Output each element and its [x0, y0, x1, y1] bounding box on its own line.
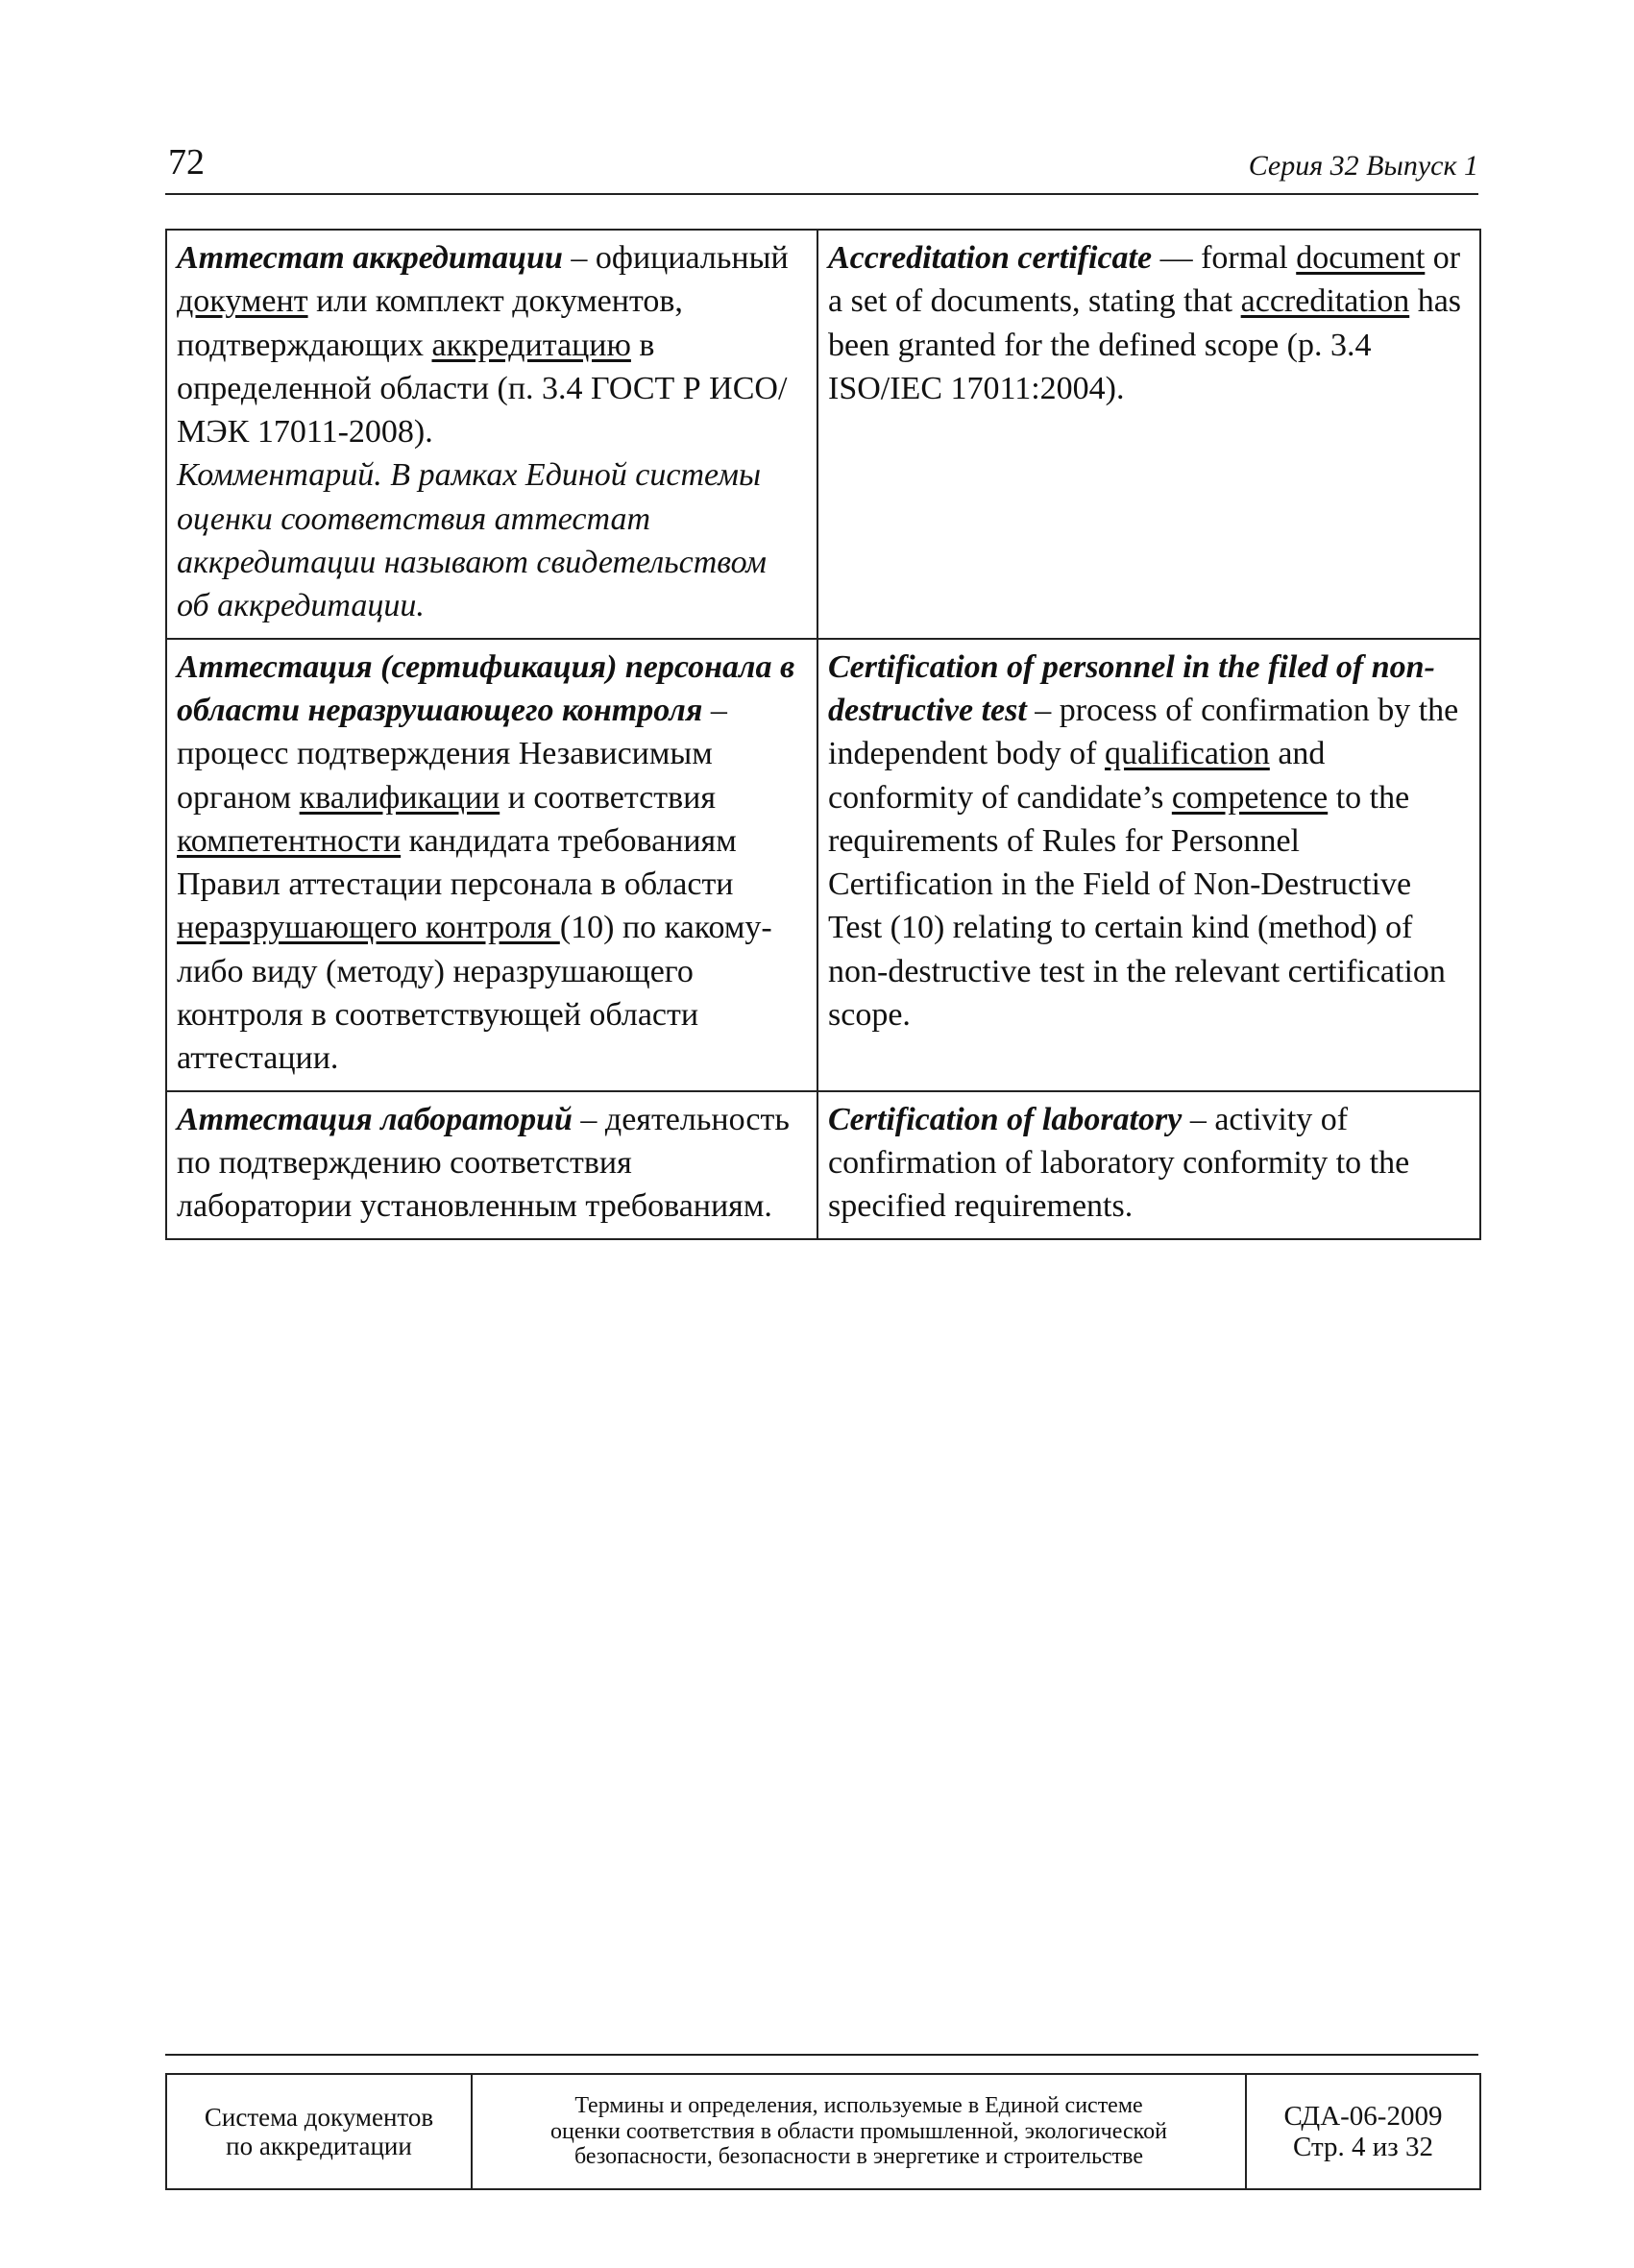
- definition-text: — formal: [1152, 240, 1297, 276]
- footer-system-line: Система документов: [204, 2102, 434, 2132]
- definition-text: – официальный: [562, 240, 789, 276]
- definition-text: – process of confirmation by the independent body of: [828, 692, 1459, 772]
- term-ru: Аттестация (сертификация) персонала в области неразрушающего контроля: [177, 648, 795, 728]
- table-row: [166, 230, 1480, 639]
- footer-title-line: оценки соответствия в области промышленной, экологической: [550, 2118, 1167, 2144]
- definition-text: в определенной области (п. 3.4 ГОСТ Р ИСО/МЭК 17011-2008).: [177, 327, 788, 451]
- definition-text: to the requirements of Rules for Personnel Certification in the Field of Non-Destructive Test (10) relating to certain kind (method) of non-destructive test in the relevant certification scope.: [828, 779, 1446, 1034]
- definition-text: and conformity of candidate’s: [828, 736, 1326, 816]
- term-ru-cell: [166, 230, 817, 639]
- header-divider: [165, 193, 1478, 195]
- footer-title-cell: [472, 2074, 1246, 2189]
- definition-text: и соответствия: [500, 779, 716, 816]
- document-code: СДА-06-2009: [1283, 2100, 1443, 2132]
- linked-term: документ: [177, 283, 308, 320]
- series-title: Серия 32 Выпуск 1: [1248, 150, 1478, 182]
- linked-term: аккредитацию: [431, 327, 631, 363]
- footer-table: [165, 2073, 1481, 2190]
- term-ru-cell: [166, 639, 817, 1091]
- term-ru: Аттестат аккредитации: [177, 240, 563, 276]
- comment-text: Комментарий. В рамках Единой системы оценки соответствия аттестат аккредитации называют свидетельством об аккредитации.: [177, 457, 767, 624]
- definition-text: – activity of confirmation of laboratory conformity to the specified requirements.: [828, 1101, 1410, 1225]
- definition-text: – деятельность по подтверждению соответствия лаборатории установленным требованиям.: [177, 1101, 790, 1225]
- term-ru: Аттестация лабораторий: [177, 1101, 573, 1137]
- term-ru-cell: [166, 1091, 817, 1239]
- linked-term: accreditation: [1240, 283, 1410, 320]
- linked-term: квалификации: [299, 779, 500, 816]
- footer-row: [166, 2074, 1480, 2189]
- definition-text: кандидата требованиям Правил аттестации персонала в области: [177, 822, 737, 903]
- term-en: Accreditation certificate: [828, 240, 1153, 276]
- page-counter: Стр. 4 из 32: [1293, 2132, 1433, 2162]
- term-en-cell: [817, 230, 1480, 639]
- footer-system-line: по аккредитации: [226, 2132, 412, 2160]
- table-row: [166, 639, 1480, 1091]
- linked-term: qualification: [1105, 736, 1270, 772]
- term-en-cell: [817, 1091, 1480, 1239]
- footer-title-line: Термины и определения, используемые в Единой системе: [574, 2092, 1143, 2118]
- definition-text: has been granted for the defined scope (p. 3.4 ISO/IEC 17011:2004).: [828, 283, 1462, 406]
- footer-title-line: безопасности, безопасности в энергетике и строительстве: [573, 2144, 1144, 2170]
- term-en-cell: [817, 639, 1480, 1091]
- definition-text: or a set of documents, stating that: [828, 240, 1461, 320]
- terms-table: [165, 229, 1481, 1240]
- footer-system-cell: [166, 2074, 472, 2189]
- linked-term: document: [1296, 240, 1426, 276]
- definition-text: – процесс подтверждения Независимым органом: [177, 692, 727, 816]
- linked-term: неразрушающего контроля: [177, 910, 560, 946]
- footer-docid-cell: [1246, 2074, 1480, 2189]
- page-number: 72: [168, 142, 205, 183]
- term-en: Certification of personnel in the filed of non-destructive test: [828, 648, 1435, 728]
- term-en: Certification of laboratory: [828, 1101, 1183, 1137]
- definition-text: или комплект документов, подтверждающих: [177, 283, 683, 363]
- linked-term: competence: [1171, 779, 1329, 816]
- footer-divider: [165, 2054, 1478, 2056]
- table-row: [166, 1091, 1480, 1239]
- definition-text: (10) по какому-либо виду (методу) неразрушающего контроля в соответствующей области аттестации.: [177, 910, 772, 1077]
- linked-term: компетентности: [177, 822, 402, 859]
